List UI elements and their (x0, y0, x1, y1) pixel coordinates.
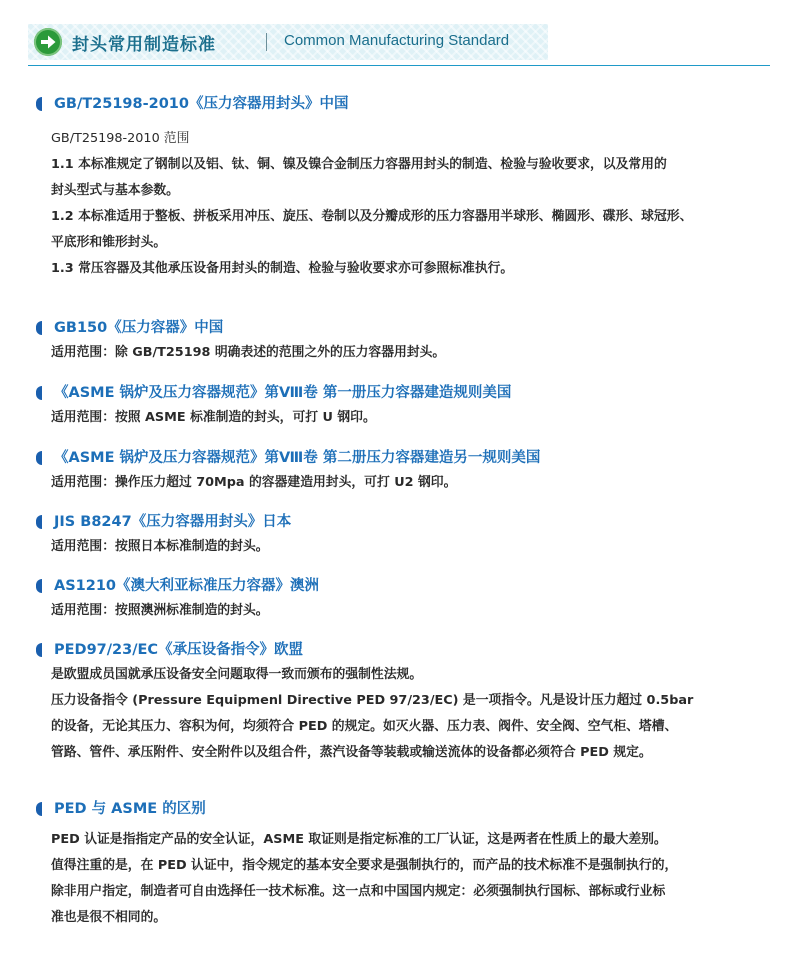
header-banner (28, 24, 548, 60)
section-body (51, 534, 776, 560)
section-gbt25198 (36, 92, 776, 282)
section-heading: JIS B8247《压力容器用封头》日本 (36, 510, 776, 534)
text-line: 值得注重的是，在 PED 认证中，指令规定的基本安全要求是强制执行的，而产品的技术标准不是强制执行的， (51, 858, 678, 873)
section-asme-div2 (36, 446, 776, 496)
section-heading: 《ASME 锅炉及压力容器规范》第Ⅷ卷 第一册压力容器建造规则美国 (36, 381, 776, 405)
text-line: 是欧盟成员国就承压设备安全问题取得一致而颁布的强制性法规。 (51, 667, 423, 682)
text-line: 封头型式与基本参数。 (51, 183, 179, 198)
bullet-marker-icon (36, 451, 42, 465)
text-line: 的设备，无论其压力、容积为何，均须符合 PED 的规定。如灭火器、压力表、阀件、安全阀、空气柜、塔槽、 (51, 719, 678, 734)
section-body (51, 827, 776, 931)
section-body (51, 126, 776, 282)
bullet-marker-icon (36, 802, 42, 816)
bullet-marker-icon (36, 97, 42, 111)
text-line: 1.2 本标准适用于整板、拼板采用冲压、旋压、卷制以及分瓣成形的压力容器用半球形、椭圆形、碟形、球冠形、 (51, 209, 693, 224)
section-heading: AS1210《澳大利亚标准压力容器》澳洲 (36, 574, 776, 598)
section-body (51, 598, 776, 624)
section-jis (36, 510, 776, 560)
text-line: PED 认证是指指定产品的安全认证，ASME 取证则是指定标准的工厂认证，这是两者在性质上的最大差别。 (51, 832, 667, 847)
banner-title-en: Common Manufacturing Standard (284, 32, 510, 49)
section-as1210 (36, 574, 776, 624)
section-asme-div1 (36, 381, 776, 431)
text-line: 适用范围：按照 ASME 标准制造的封头，可打 U 钢印。 (51, 410, 376, 425)
section-heading: 《ASME 锅炉及压力容器规范》第Ⅷ卷 第二册压力容器建造另一规则美国 (36, 446, 776, 470)
section-body (51, 662, 776, 766)
text-line: 1.3 常压容器及其他承压设备用封头的制造、检验与验收要求亦可参照标准执行。 (51, 261, 514, 276)
text-line: 适用范围：除 GB/T25198 明确表述的范围之外的压力容器用封头。 (51, 345, 446, 360)
section-heading: PED97/23/EC《承压设备指令》欧盟 (36, 638, 776, 662)
text-line: 管路、管件、承压附件、安全附件以及组合件，蒸汽设备等装载或输送流体的设备都必须符合 PED 规定。 (51, 745, 652, 760)
section-ped (36, 638, 776, 766)
section-heading: PED 与 ASME 的区别 (36, 797, 776, 821)
text-line: 平底形和锥形封头。 (51, 235, 167, 250)
banner-divider (266, 33, 267, 51)
section-ped-vs-asme (36, 797, 776, 931)
text-line: 压力设备指令 (Pressure Equipmenl Directive PED 97/23/EC) 是一项指令。凡是设计压力超过 0.5bar (51, 693, 694, 708)
section-heading: GB/T25198-2010《压力容器用封头》中国 (36, 92, 776, 116)
text-line: 准也是很不相同的。 (51, 910, 167, 925)
text-line: 适用范围：按照日本标准制造的封头。 (51, 539, 269, 554)
bullet-marker-icon (36, 386, 42, 400)
section-body (51, 340, 776, 366)
text-line: 适用范围：操作压力超过 70Mpa 的容器建造用封头，可打 U2 钢印。 (51, 475, 457, 490)
bullet-marker-icon (36, 321, 42, 335)
bullet-marker-icon (36, 515, 42, 529)
text-line: 适用范围：按照澳洲标准制造的封头。 (51, 603, 269, 618)
section-body (51, 405, 776, 431)
bullet-marker-icon (36, 579, 42, 593)
section-body (51, 470, 776, 496)
text-line: 1.1 本标准规定了钢制以及铝、钛、铜、镍及镍合金制压力容器用封头的制造、检验与验收要求，以及常用的 (51, 157, 667, 172)
bullet-marker-icon (36, 643, 42, 657)
banner-title-cn: 封头常用制造标准 (72, 35, 216, 55)
arrow-right-icon (34, 28, 62, 56)
section-gb150 (36, 316, 776, 366)
text-line: 除非用户指定，制造者可自由选择任一技术标准。这一点和中国国内规定：必须强制执行国标、部标或行业标 (51, 884, 666, 899)
section-heading: GB150《压力容器》中国 (36, 316, 776, 340)
header-rule (28, 65, 770, 66)
text-line: GB/T25198-2010 范围 (51, 131, 190, 146)
